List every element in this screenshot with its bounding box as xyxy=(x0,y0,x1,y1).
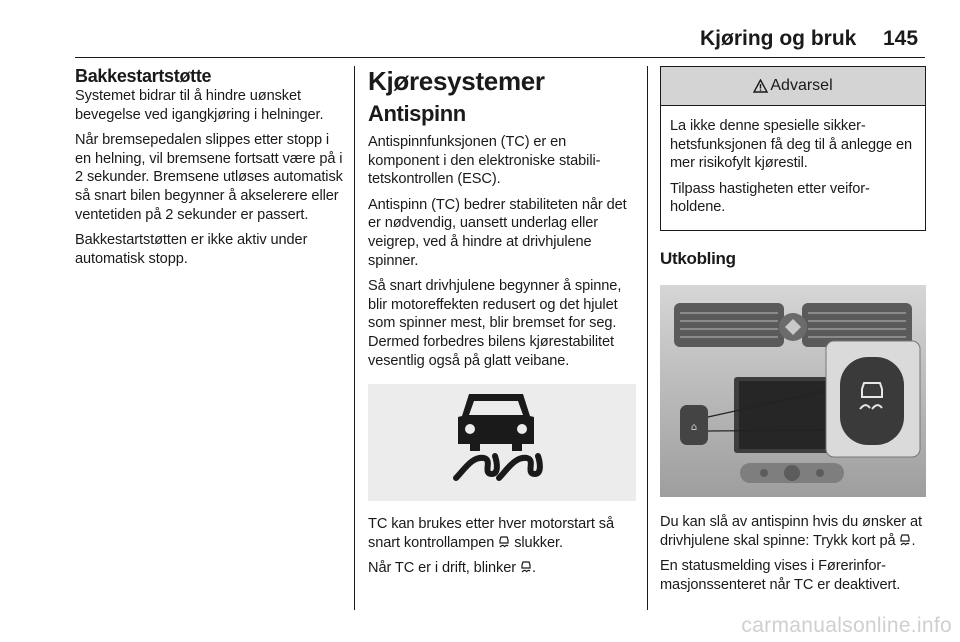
traction-control-heading: Antispinn xyxy=(368,101,466,126)
dashboard-illustration xyxy=(660,285,926,497)
traction-control-icon xyxy=(899,534,911,546)
column-divider-1 xyxy=(354,66,355,610)
warning-header xyxy=(661,67,925,106)
status-message-paragraph: En statusmelding vises i Førerinformasjonssenteret når TC er deaktivert. xyxy=(660,558,901,593)
deactivation-text: Du kan slå av antispinn hvis du ønsker at drivhjulene skal spinne: Trykk kort på xyxy=(660,513,922,549)
column-hill-start xyxy=(75,66,343,275)
watermark: carmanualsonline.info xyxy=(741,614,952,637)
hill-start-paragraph: Systemet bidrar til å hindre uønsket bevegelse ved igangkjøring i helninger. xyxy=(75,88,324,123)
tc-active-paragraph xyxy=(368,559,636,578)
column-driving-systems xyxy=(368,66,636,585)
warning-paragraph: La ikke denne spesielle sikkerhetsfunksjonen få deg til å anlegge en mer risikofylt kjørestil. xyxy=(670,118,913,172)
traction-control-symbol-illustration xyxy=(368,384,636,501)
page-number: 145 xyxy=(883,27,919,50)
hill-start-heading: Bakkestartstøtte xyxy=(75,66,212,86)
warning-box xyxy=(660,66,926,231)
warning-title: Advarsel xyxy=(770,77,833,94)
hill-start-paragraph: Når bremsepedalen slippes etter stopp i en helning, vil bremsene fortsatt være på i 2 sekunder. Bremsene utløses automatisk så snart bilen begynner å akselerere eller ventetiden på 2 sekunder er passert. xyxy=(75,132,343,223)
header-rule xyxy=(75,57,925,58)
deactivation-heading: Utkobling xyxy=(660,248,736,268)
tc-active-text: Når TC er i drift, blinker xyxy=(368,560,516,577)
driving-systems-heading: Kjøresystemer xyxy=(368,66,545,96)
traction-control-icon xyxy=(520,561,532,573)
warning-paragraph: Tilpass hastigheten etter veiforholdene. xyxy=(670,180,870,216)
column-warning-and-deactivation xyxy=(660,66,926,601)
deactivation-paragraph xyxy=(660,513,926,550)
tc-usage-text: TC kan brukes etter hver motorstart så snart kontrollampen xyxy=(368,516,615,551)
tc-usage-text-end: slukker. xyxy=(514,534,563,551)
svg-text:⌂: ⌂ xyxy=(690,421,698,433)
warning-body xyxy=(661,106,925,230)
traction-control-icon xyxy=(498,536,510,548)
deactivation-text-end: . xyxy=(911,532,916,549)
dashboard-button-photo xyxy=(660,285,926,497)
traction-control-skid-icon xyxy=(368,384,636,501)
hill-start-paragraph: Bakkestartstøtten er ikke aktiv under automatisk stopp. xyxy=(75,232,308,267)
tc-paragraph: Så snart drivhjulene begynner å spinne, blir motoreffekten redusert og det hjulet som spinner mest, blir bremset for seg. Dermed forbedres bilens kjørestabilitet vesentlig også på glatt veibane. xyxy=(368,278,622,369)
tc-usage-paragraph xyxy=(368,515,636,552)
tc-paragraph: Antispinn (TC) bedrer stabiliteten når det er nødvendig, uansett underlag eller veigrep, ved å hindre at drivhjulene spinner. xyxy=(368,196,627,269)
page-header-title: Kjøring og bruk xyxy=(700,27,857,50)
warning-triangle-icon xyxy=(753,79,768,93)
tc-active-text-end: . xyxy=(531,560,536,577)
tc-paragraph: Antispinnfunksjonen (TC) er en komponent i den elektroniske stabilitetskontrollen (ESC). xyxy=(368,134,601,188)
column-divider-2 xyxy=(647,66,648,610)
